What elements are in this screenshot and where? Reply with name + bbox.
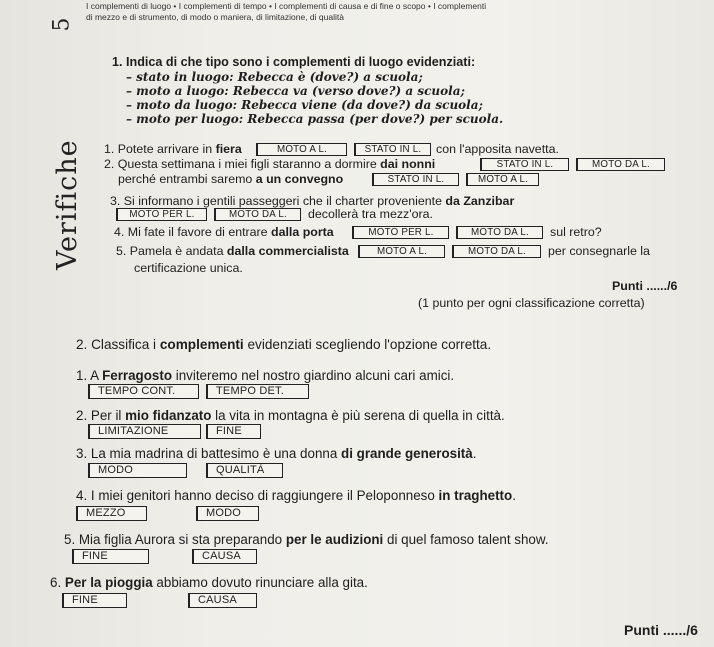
ex1-rule-moto-da: – moto da luogo: Rebecca viene (da dove?) da scuola; [126, 98, 483, 112]
ex1-rule-stato: – stato in luogo: Rebecca è (dove?) a scuola; [126, 70, 423, 84]
q1-s4-end: sul retro? [550, 225, 602, 239]
sidebar-verifiche-label: Verifiche [52, 139, 83, 270]
ex2-item-6-option-fine[interactable]: FINE [62, 593, 127, 608]
header-topics-line1: I complementi di luogo • I complementi di tempo • I complementi di causa e di fine o scopo • I complementi [86, 1, 487, 11]
q1-sentence-3: 3. Si informano i gentili passeggeri che il charter proveniente da Zanzibar [110, 194, 515, 208]
ex2-item-5-option-causa[interactable]: CAUSA [192, 549, 257, 564]
ex2-title: 2. Classifica i complementi evidenziati scegliendo l'opzione corretta. [76, 337, 492, 352]
q1-s5-option-moto-a[interactable]: MOTO A L. [358, 245, 445, 258]
ex2-item-3-option-modo[interactable]: MODO [88, 463, 187, 478]
ex2-item-2-option-limitazione[interactable]: LIMITAZIONE [88, 424, 201, 439]
q1-sentence-1: 1. Potete arrivare in fiera [104, 142, 242, 156]
ex2-item-1-option-tempo-det[interactable]: TEMPO DET. [206, 384, 309, 399]
ex2-item-6: 6. Per la pioggia abbiamo dovuto rinunciare alla gita. [50, 575, 368, 590]
q1-s3-end: decollerà tra mezz'ora. [308, 207, 433, 221]
q1-s5-cont: certificazione unica. [134, 261, 243, 275]
q1-s4-option-moto-da[interactable]: MOTO DA L. [456, 226, 543, 239]
header-topics-line2: di mezzo e di strumento, di modo o maniera, di limitazione, di qualità [86, 12, 344, 22]
q1-sentence-2: 2. Questa settimana i miei figli staranno a dormire dai nonni [104, 157, 436, 171]
q1-sentence-5: 5. Pamela è andata dalla commercialista [116, 244, 349, 258]
q1-sentence-4: 4. Mi fate il favore di entrare dalla porta [114, 225, 334, 239]
q1-s5-option-moto-da[interactable]: MOTO DA L. [452, 245, 541, 258]
ex2-item-2-option-fine[interactable]: FINE [206, 424, 261, 439]
q1-s4-option-moto-per[interactable]: MOTO PER L. [352, 226, 449, 239]
q1-score-note: (1 punto per ogni classificazione corretta) [418, 296, 645, 310]
q1-s1-end: con l'apposita navetta. [436, 142, 559, 156]
q1-s2-option-moto-a-2[interactable]: MOTO A L. [466, 173, 539, 186]
q1-s1-option-stato-in[interactable]: STATO IN L. [354, 143, 431, 156]
ex2-item-4-option-mezzo[interactable]: MEZZO [76, 506, 147, 521]
sidebar-chapter-number: 5 [49, 17, 75, 32]
q1-s2-option-stato-in-2[interactable]: STATO IN L. [372, 173, 459, 186]
ex1-rule-moto-per: – moto per luogo: Rebecca passa (per dove?) per scuola. [126, 112, 504, 126]
ex1-title: 1. Indica di che tipo sono i complementi di luogo evidenziati: [112, 55, 476, 69]
ex2-item-4: 4. I miei genitori hanno deciso di raggiungere il Peloponneso in traghetto. [76, 488, 516, 503]
ex2-item-6-option-causa[interactable]: CAUSA [188, 593, 257, 608]
ex2-item-2: 2. Per il mio fidanzato la vita in montagna è più serena di quella in città. [76, 408, 505, 423]
q1-s3-option-moto-da[interactable]: MOTO DA L. [214, 208, 301, 221]
ex2-score: Punti ....../6 [624, 622, 698, 638]
q1-s1-option-moto-a[interactable]: MOTO A L. [256, 143, 347, 156]
q1-s2-option-stato-in[interactable]: STATO IN L. [480, 158, 569, 171]
ex2-item-5: 5. Mia figlia Aurora si sta preparando per le audizioni di quel famoso talent show. [64, 532, 549, 547]
ex1-rule-moto-a: – moto a luogo: Rebecca va (verso dove?) a scuola; [126, 84, 465, 98]
q1-score: Punti ....../6 [612, 279, 678, 293]
ex2-item-3: 3. La mia madrina di battesimo è una donna di grande generosità. [76, 446, 477, 461]
ex2-item-5-option-fine[interactable]: FINE [72, 549, 149, 564]
q1-s5-end: per consegnarle la [548, 244, 650, 258]
q1-s3-option-moto-per[interactable]: MOTO PER L. [116, 208, 207, 221]
ex2-item-1-option-tempo-cont[interactable]: TEMPO CONT. [88, 384, 199, 399]
ex2-item-1: 1. A Ferragosto inviteremo nel nostro giardino alcuni cari amici. [76, 368, 455, 383]
q1-s2-option-moto-da[interactable]: MOTO DA L. [576, 158, 665, 171]
ex2-item-4-option-modo[interactable]: MODO [196, 506, 259, 521]
ex2-item-3-option-qualita[interactable]: QUALITÀ [206, 463, 283, 478]
q1-sentence-2-cont: perché entrambi saremo a un convegno [118, 172, 344, 186]
